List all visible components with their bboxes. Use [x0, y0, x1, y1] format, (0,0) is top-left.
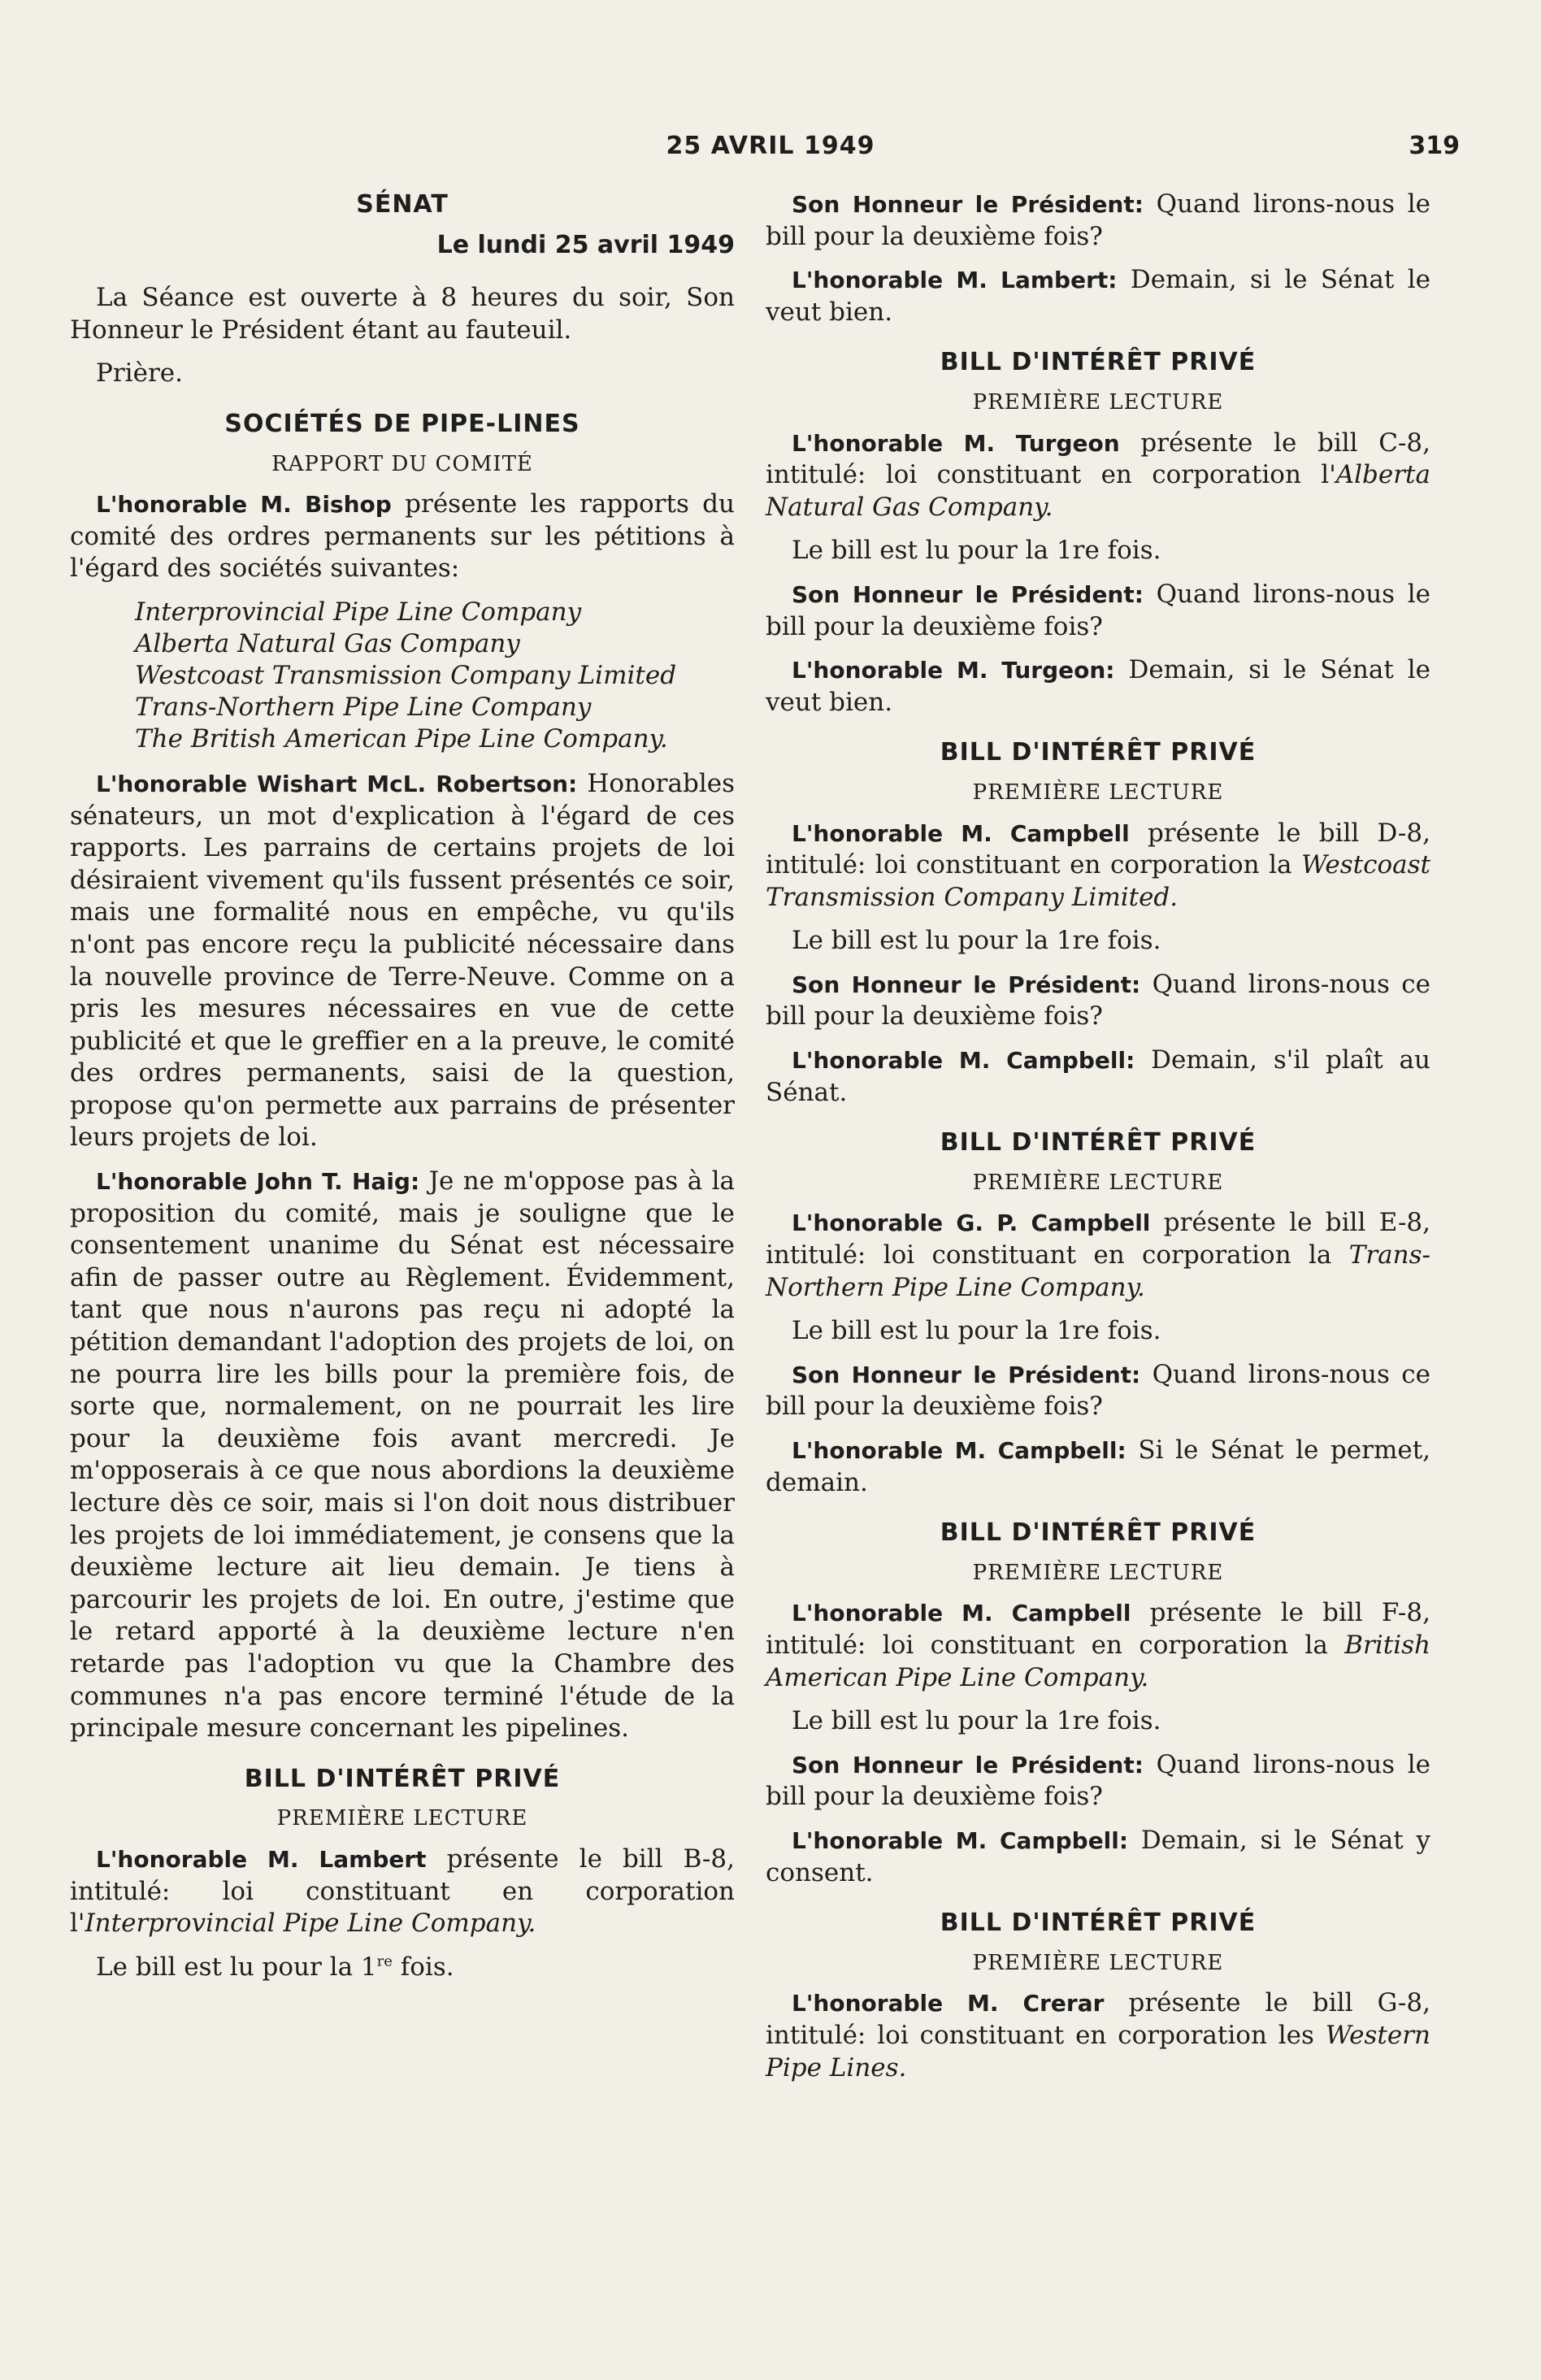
speaker-name: Son Honneur le Président:: [792, 580, 1144, 608]
speech-text: Quand lirons-nous le bill pour la deuxième fois?: [766, 1749, 1430, 1812]
speaker-name: L'honorable M. Bishop: [96, 491, 392, 519]
robertson-paragraph: [70, 768, 735, 1154]
page-number: 319: [1409, 132, 1460, 160]
bill-e8-question: [766, 1359, 1430, 1423]
left-column: [70, 189, 735, 1995]
speech-text: présente le bill B-8, intitulé: loi constituant en corporation l': [70, 1844, 735, 1939]
speech-text: présente le bill C-8, intitulé: loi constituant en corporation l': [766, 428, 1431, 490]
speech-text: présente le bill F-8, intitulé: loi constituant en corporation la: [766, 1598, 1430, 1660]
company-item: The British American Pipe Line Company.: [135, 723, 668, 754]
bill-g8-paragraph: [766, 1987, 1430, 2084]
bill-f8-question: [766, 1749, 1430, 1813]
speaker-name: L'honorable M. Campbell:: [792, 1437, 1126, 1464]
reading-superscript: re: [376, 1952, 393, 1970]
company-item: Westcoast Transmission Company Limited: [135, 660, 677, 690]
bill-c8-reading: Le bill est lu pour la 1re fois.: [792, 536, 1161, 566]
speaker-name: L'honorable M. Campbell:: [792, 1047, 1135, 1075]
speaker-name: L'honorable M. Campbell: [792, 819, 1130, 847]
speech-text: Demain, si le Sénat le veut bien.: [766, 265, 1431, 327]
company-name: Westcoast Transmission Company Limited.: [766, 850, 1430, 912]
bill-c8-answer: [766, 654, 1430, 719]
reading-end: fois.: [392, 1952, 454, 1982]
speaker-name: Son Honneur le Président:: [792, 1751, 1144, 1778]
company-name: Trans-Northern Pipe Line Company.: [766, 1240, 1430, 1302]
speech-text: Honorables sénateurs, un mot d'explication à l'égard de ces rapports. Les parrains de certains projets de loi désiraient vivement qu'ils fussent présentés ce soir, mais une formalité nous en empêche, vu qu'ils n'ont pas encore reçu la publicité nécessaire dans la nouvelle province de Terre-Neuve. Comme on a pris les mesures nécessaires en vue de cette publicité et que le greffier en a la preuve, le comité des ordres permanents, saisi de la question, propose qu'on permette aux parrains de présenter leurs projets de loi.: [70, 768, 735, 1153]
bill-e8-reading: Le bill est lu pour la 1re fois.: [792, 1316, 1161, 1346]
haig-paragraph: [70, 1166, 735, 1745]
speech-text: Quand lirons-nous ce bill pour la deuxième fois?: [766, 969, 1430, 1031]
bill-f8-paragraph: [766, 1597, 1430, 1694]
bill-c8-question: [766, 579, 1430, 643]
speaker-name: L'honorable Wishart McL. Robertson:: [96, 770, 578, 797]
bill-f8-subheading: PREMIÈRE LECTURE: [972, 1560, 1224, 1585]
speaker-name: L'honorable John T. Haig:: [96, 1168, 420, 1196]
bill-d8-heading: BILL D'INTÉRÊT PRIVÉ: [940, 738, 1257, 767]
speaker-name: L'honorable M. Crerar: [792, 1990, 1105, 2017]
pipeline-heading: SOCIÉTÉS DE PIPE-LINES: [224, 409, 580, 438]
chamber-heading: SÉNAT: [356, 190, 449, 219]
speaker-name: Son Honneur le Président:: [792, 191, 1144, 218]
bill-b8-paragraph: [70, 1844, 735, 1940]
speaker-name: L'honorable M. Turgeon:: [792, 657, 1115, 684]
bill-b8-reading: [70, 1952, 735, 1984]
company-name: Interprovincial Pipe Line Company.: [85, 1909, 536, 1939]
company-name: British American Pipe Line Company.: [766, 1630, 1430, 1692]
speaker-name: L'honorable M. Lambert: [96, 1845, 427, 1873]
speaker-name: Son Honneur le Président:: [792, 1361, 1141, 1388]
speaker-name: L'honorable M. Turgeon: [792, 429, 1120, 457]
bill-c8-subheading: PREMIÈRE LECTURE: [972, 389, 1224, 415]
speech-text: Quand lirons-nous le bill pour la deuxième fois?: [766, 579, 1430, 641]
speaker-name: L'honorable G. P. Campbell: [792, 1210, 1151, 1237]
speech-text: Si le Sénat le permet, demain.: [766, 1435, 1431, 1497]
speaker-name: L'honorable M. Lambert:: [792, 267, 1118, 294]
bill-e8-subheading: PREMIÈRE LECTURE: [972, 1170, 1224, 1195]
speech-text: présente le bill D-8, intitulé: loi constituant en corporation la: [766, 818, 1430, 880]
committee-report-heading: RAPPORT DU COMITÉ: [271, 451, 533, 476]
bill-d8-answer: [766, 1045, 1430, 1109]
speaker-name: L'honorable M. Campbell: [792, 1600, 1131, 1627]
company-list: [70, 597, 735, 755]
speaker-name: L'honorable M. Campbell:: [792, 1826, 1129, 1854]
bill-e8-answer: [766, 1435, 1430, 1499]
speech-text: présente les rapports du comité des ordres permanents sur les pétitions à l'égard des sociétés suivantes:: [70, 489, 735, 584]
bill-g8-subheading: PREMIÈRE LECTURE: [972, 1950, 1224, 1975]
sitting-date: Le lundi 25 avril 1949: [436, 230, 735, 259]
speech-text: Je ne m'oppose pas à la proposition du comité, mais je souligne que le consentement unanime du Sénat est nécessaire afin de passer outre au Règlement. Évidemment, tant que nous n'aurons pas reçu ni adopté la pétition demandant l'adoption des projets de loi, on ne pourra lire les bills pour la première fois, de sorte que, normalement, on ne pourrait les lire pour la deuxième fois avant mercredi. Je m'opposerais à ce que nous abordions la deuxième lecture dès ce soir, mais si l'on doit nous distribuer les projets de loi immédiatement, je consens que la deuxième lecture ait lieu demain. Je tiens à parcourir les projets de loi. En outre, j'estime que le retard apporté à la deuxième lecture n'en retarde pas l'adoption vu que la Chambre des communes n'a pas encore terminé l'étude de la principale mesure concernant les pipelines.: [70, 1166, 735, 1744]
speech-text: présente le bill E-8, intitulé: loi constituant en corporation la: [766, 1208, 1431, 1270]
opening-paragraph: La Séance est ouverte à 8 heures du soir, Son Honneur le Président étant au fauteuil.: [70, 283, 735, 345]
speech-text: Quand lirons-nous ce bill pour la deuxième fois?: [766, 1359, 1430, 1422]
page-date: 25 AVRIL 1949: [666, 132, 875, 160]
bill-d8-question: [766, 969, 1430, 1033]
bill-c8-heading: BILL D'INTÉRÊT PRIVÉ: [940, 348, 1257, 377]
bill-c8-paragraph: [766, 428, 1430, 524]
company-name: Western Pipe Lines.: [766, 2020, 1431, 2082]
bill-g8-heading: BILL D'INTÉRÊT PRIVÉ: [940, 1909, 1257, 1938]
speech-text: présente le bill G-8, intitulé: loi constituant en corporation les: [766, 1988, 1430, 2050]
bill-f8-reading: Le bill est lu pour la 1re fois.: [792, 1706, 1161, 1736]
b8-answer: [766, 264, 1430, 328]
speech-text: Demain, si le Sénat y consent.: [766, 1825, 1431, 1887]
reading-text: Le bill est lu pour la 1: [96, 1952, 377, 1982]
speaker-name: Son Honneur le Président:: [792, 971, 1141, 998]
company-item: Interprovincial Pipe Line Company: [135, 597, 582, 627]
bill-d8-reading: Le bill est lu pour la 1re fois.: [792, 926, 1161, 956]
bill-d8-subheading: PREMIÈRE LECTURE: [972, 780, 1224, 805]
bill-b8-subheading: PREMIÈRE LECTURE: [276, 1806, 528, 1831]
speech-text: Quand lirons-nous le bill pour la deuxième fois?: [766, 189, 1430, 251]
bill-e8-paragraph: [766, 1207, 1430, 1304]
bill-f8-answer: [766, 1825, 1430, 1889]
bill-d8-paragraph: [766, 818, 1430, 914]
bill-b8-heading: BILL D'INTÉRÊT PRIVÉ: [244, 1764, 561, 1793]
right-column: [766, 189, 1430, 2096]
b8-question: [766, 189, 1430, 253]
prayer-paragraph: Prière.: [96, 358, 183, 389]
bill-e8-heading: BILL D'INTÉRÊT PRIVÉ: [940, 1128, 1257, 1157]
company-name: Alberta Natural Gas Company.: [766, 460, 1430, 522]
company-item: Trans-Northern Pipe Line Company: [135, 692, 592, 722]
bill-f8-heading: BILL D'INTÉRÊT PRIVÉ: [940, 1518, 1257, 1548]
bishop-paragraph: [70, 489, 735, 585]
speech-text: Demain, s'il plaît au Sénat.: [766, 1045, 1430, 1107]
company-item: Alberta Natural Gas Company: [135, 628, 520, 658]
speech-text: Demain, si le Sénat le veut bien.: [766, 655, 1431, 717]
